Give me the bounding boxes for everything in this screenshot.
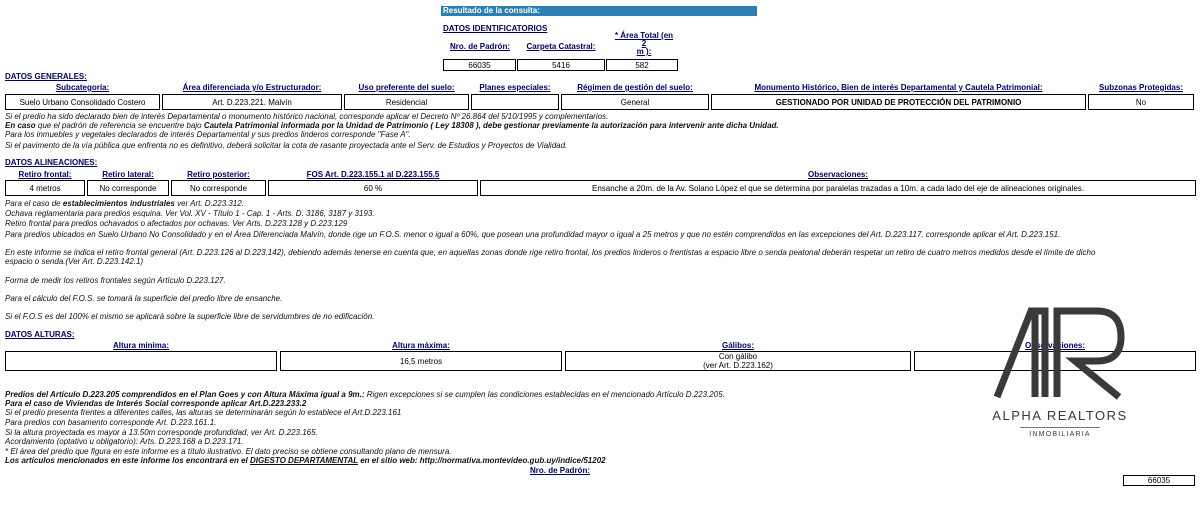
alt-note-3: Si el predio presenta frentes a diferentes calles, las alturas se determinarán según lo establece el Art.D.223.161 xyxy=(5,408,402,417)
alt-value-max: 16,5 metros xyxy=(280,351,562,371)
footer-padron-label: Nro. de Padrón: xyxy=(529,466,590,475)
gen-header-planes: Planes especiales: xyxy=(479,83,551,92)
gen-value-uso: Residencial xyxy=(344,94,469,110)
ali-value-lateral: No corresponde xyxy=(87,180,169,196)
ident-area-header-l2: 2 xyxy=(641,39,647,48)
alturas-title: DATOS ALTURAS: xyxy=(5,330,75,339)
alt-note-8 xyxy=(5,456,606,465)
alt-note-5: Si la altura proyectada es mayor a 13.50m corresponde profundidad, ver Art. D.223.165. xyxy=(5,428,318,437)
ali-note-2: Ochava reglamentaria para predios esquina. Ver Vol. XV - Título 1 - Cap. 1 - Arts. D. 3186, 3187 y 3193. xyxy=(5,209,375,218)
alt-note-2: Para el caso de Viviendas de Interés Social corresponde aplicar Art.D.223.233.2 xyxy=(5,399,307,408)
ali-header-frontal: Retiro frontal: xyxy=(18,170,72,179)
ident-area-header-l3: m ): xyxy=(636,47,652,56)
ali-note-5: En este informe se indica el retiro frontal general (Art. D.223.126 al D.223.142), debiendo además tenerse en cuenta que, en aquellas zonas donde rige retiro frontal, los predios linderos o frentistas a espacio libre o senda peatonal deberán respetar un retiro de cuatro metros medidos desde el límite de dicho xyxy=(5,248,1096,257)
alt-value-min xyxy=(5,351,277,371)
gen-note-1: Si el predio ha sido declarado bien de interés Departamental o monumento histórico nacional, corresponde aplicar el Decreto Nº 26.864 del 5/10/1995 y complementarios. xyxy=(5,112,609,121)
ali-value-obs: Ensanche a 20m. de la Av. Solano López el que se determina por paralelas trazadas a 10m. a cada lado del eje de alineaciones originales. xyxy=(480,180,1196,196)
ali-note-8: Para el cálculo del F.O.S. se tomará la superficie del predio libre de ensanche. xyxy=(5,294,283,303)
ar-monogram-icon xyxy=(985,305,1135,400)
gen-header-subcategoria: Subcategoría: xyxy=(55,83,110,92)
ident-area-header-l1: * Área Total (en xyxy=(614,31,674,40)
ali-value-fos: 60 % xyxy=(268,180,478,196)
gen-header-monumento: Monumento Histórico, Bien de interés Departamental y Cautela Patrimonial: xyxy=(754,83,1043,92)
ident-padron-value: 66035 xyxy=(443,59,516,71)
alt-galibo-line2: (ver Art. D.223.162) xyxy=(703,361,773,370)
logo-divider xyxy=(1020,427,1100,428)
gen-header-subzonas: Subzonas Protegidas: xyxy=(1098,83,1183,92)
logo-sub: INMOBILIARIA xyxy=(1029,431,1091,438)
ali-note-6: espacio o senda.(Ver Art. D.223.142.1) xyxy=(5,257,144,266)
ident-padron-header: Nro. de Padrón: xyxy=(449,42,510,51)
gen-note-2 xyxy=(5,121,779,130)
ali-value-posterior: No corresponde xyxy=(171,180,266,196)
ali-header-obs: Observaciones: xyxy=(807,170,869,179)
result-title-bar xyxy=(441,6,757,16)
ali-header-lateral: Retiro lateral: xyxy=(102,170,154,179)
ali-note-7: Forma de medir los retiros frontales según Artículo D.223.127. xyxy=(5,276,226,285)
gen-header-area: Área diferenciada y/o Estructurador: xyxy=(182,83,322,92)
ali-note-9: Si el F.O.S es del 100% el mismo se aplicará sobre la superficie libre de servidumbres de no edificación. xyxy=(5,312,375,321)
gen-value-subcategoria: Suelo Urbano Consolidado Costero xyxy=(5,94,160,110)
gen-value-regimen: General xyxy=(561,94,709,110)
alt-note-4: Para predios con basamento corresponde Art. D.223.161.1. xyxy=(5,418,217,427)
gen-value-area: Art. D.223.221. Malvín xyxy=(162,94,342,110)
result-title: Resultado de la consulta: xyxy=(443,6,540,15)
footer-padron-value: 66035 xyxy=(1123,475,1195,486)
alt-galibo-line1: Con gálibo xyxy=(718,352,758,361)
ali-header-posterior: Retiro posterior: xyxy=(187,170,250,179)
alt-header-obs: Observaciones: xyxy=(1024,341,1086,350)
alt-note-1b: Rigen excepciones si se cumplen las condiciones establecidas en el mencionado Artículo D.223.205. xyxy=(364,390,725,399)
alt-note-6: Acordamiento (optativo u obligatorio): Arts. D.223.168 a D.223.171. xyxy=(5,437,244,446)
gen-note-3: Para los inmuebles y vegetales declarados de interés Departamental y sus predios linderos corresponde "Fase A". xyxy=(5,130,411,139)
ident-title: DATOS IDENTIFICATORIOS xyxy=(443,24,548,33)
ali-note-1c: ver Art. D.223.312. xyxy=(174,199,244,208)
gen-value-monumento: GESTIONADO POR UNIDAD DE PROTECCIÓN DEL PATRIMONIO xyxy=(711,94,1086,110)
ali-note-1 xyxy=(5,199,244,208)
alt-header-max: Altura máxima: xyxy=(392,341,450,350)
digesto-link[interactable]: DIGESTO DEPARTAMENTAL xyxy=(249,456,358,465)
ident-area-header xyxy=(608,32,680,56)
ident-carpeta-value: 5416 xyxy=(517,59,605,71)
gen-value-subzonas: No xyxy=(1088,94,1194,110)
ali-header-fos: FOS Art. D.223.155.1 al D.223.155.5 xyxy=(306,170,440,179)
ident-carpeta-header: Carpeta Catastral: xyxy=(526,42,596,51)
gen-value-planes xyxy=(471,94,559,110)
gen-note-2c: Cautela Patrimonial informada por la Unidad de Patrimonio ( Ley 18308 ), debe gestionar previamente la autorización para intervenir ante dicha Unidad. xyxy=(203,121,779,130)
gen-header-regimen: Régimen de gestión del suelo: xyxy=(577,83,693,92)
logo-name: ALPHA REALTORS xyxy=(992,408,1128,423)
alt-value-galibos xyxy=(565,351,911,371)
alineaciones-title: DATOS ALINEACIONES: xyxy=(5,158,98,167)
alt-header-galibos: Gálibos: xyxy=(721,341,754,350)
gen-header-uso: Uso preferente del suelo: xyxy=(358,83,455,92)
alt-note-8a: Los artículos mencionados en este informe los encontrará en el xyxy=(5,456,250,465)
gen-note-2a: En caso xyxy=(5,121,36,130)
generales-title: DATOS GENERALES: xyxy=(5,72,87,81)
alt-note-1a: Predios del Artículo D.223.205 comprendidos en el Plan Goes y con Altura Máxima igual a 9m.: xyxy=(5,390,365,399)
gen-note-2b: que el padrón de referencia se encuentre bajo xyxy=(35,121,204,130)
alt-note-8c: en el sitio web: http://normativa.montevideo.gub.uy/indice/51202 xyxy=(357,456,606,465)
ident-area-value: 582 xyxy=(606,59,678,71)
alt-note-7: * El área del predio que figura en este informe es a título ilustrativo. El dato preciso se obtiene consultando plano de mensura. xyxy=(5,447,452,456)
gen-note-4: Si el pavimento de la vía pública que enfrenta no es definitivo, deberá solicitar la cota de rasante proyectada ante el Serv. de Estudios y Proyectos de Vialidad. xyxy=(5,141,568,150)
ali-note-3: Retiro frontal para predios ochavados o afectados por ochavas. Ver Arts. D.223.128 y D.223.129 xyxy=(5,219,348,228)
ali-note-4: Para predios ubicados en Suelo Urbano No Consolidado y en el Área Diferenciada Malvín, donde rige un F.O.S. menor o igual a 60%, que posean una profundidad mayor o igual a 25 metros y que no estén comprendidos en las excepciones del Art. D.223.117, corresponde aplicar el Art. D.223.151. xyxy=(5,230,1061,239)
ali-value-frontal: 4 metros xyxy=(5,180,85,196)
alt-note-1 xyxy=(5,390,725,399)
ali-note-1a: Para el caso de xyxy=(5,199,63,208)
alpha-realtors-logo xyxy=(985,305,1135,445)
ali-note-1b: establecimientos industriales xyxy=(62,199,175,208)
alt-header-min: Altura mínima: xyxy=(112,341,169,350)
